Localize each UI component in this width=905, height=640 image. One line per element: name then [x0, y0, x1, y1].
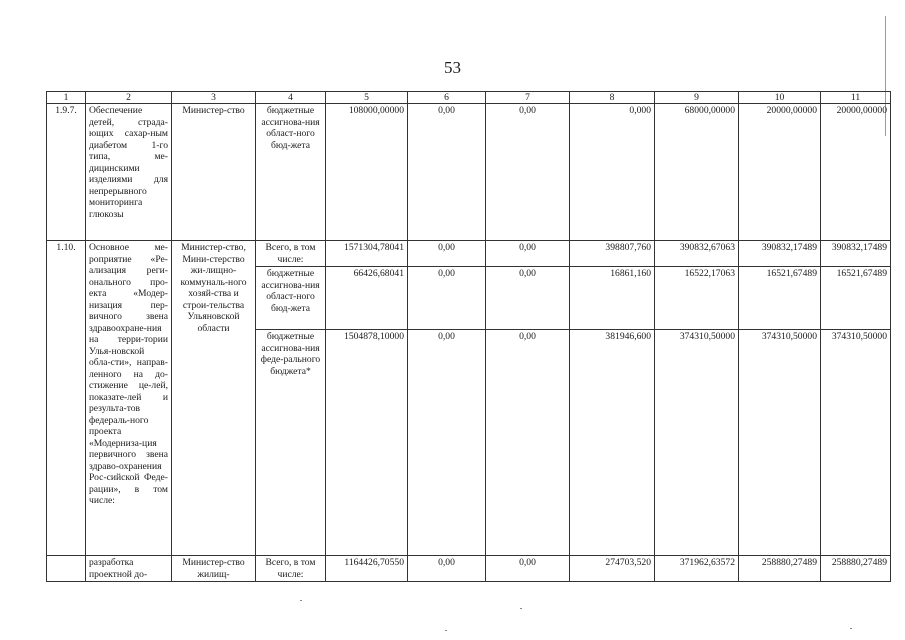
value-2021: 398807,760 [570, 241, 655, 267]
value-2024: 258880,27489 [821, 556, 891, 582]
funding-source-regional: бюджетные ассигнова-ния област-ного бюд-жета [256, 267, 326, 330]
value-2020: 0,00 [486, 330, 570, 556]
value-2024: 20000,00000 [821, 104, 891, 241]
col-header-11: 11 [821, 92, 891, 104]
value-2022: 390832,67063 [655, 241, 739, 267]
value-2022: 371962,63572 [655, 556, 739, 582]
value-2023: 390832,17489 [739, 241, 821, 267]
value-2020: 0,00 [486, 267, 570, 330]
value-2019: 0,00 [408, 241, 486, 267]
row-number: 1.10. [47, 241, 86, 556]
table-row-design-docs [47, 556, 891, 582]
funding-source-total: Всего, в том числе: [256, 241, 326, 267]
table-row-1-9-7 [47, 104, 891, 241]
value-2022: 374310,50000 [655, 330, 739, 556]
activity-name: Основное ме-роприятие «Ре-ализация реги-онального про-екта «Модер-низация пер-вичного звена здравоохране-ния на терри-тории Улья-новской обла-сти», направ-ленного на до-стижение це-лей, показате-лей и результа-тов федераль-ного проекта «Модерниза-ция первичного звена здраво-охранения Рос-сийской Феде-рации», в том числе: [86, 241, 172, 556]
value-total: 1164426,70550 [326, 556, 408, 582]
col-header-5: 5 [326, 92, 408, 104]
funding-source-total: Всего, в том числе: [256, 556, 326, 582]
col-header-3: 3 [172, 92, 256, 104]
value-2021: 381946,600 [570, 330, 655, 556]
value-2020: 0,00 [486, 556, 570, 582]
funding-source: бюджетные ассигнова-ния област-ного бюд-жета [256, 104, 326, 241]
col-header-1: 1 [47, 92, 86, 104]
page-number: 53 [444, 58, 461, 77]
scan-speck [520, 608, 522, 609]
col-header-9: 9 [655, 92, 739, 104]
activity-name: разработка проектной до- [86, 556, 172, 582]
value-2019: 0,00 [408, 267, 486, 330]
col-header-7: 7 [486, 92, 570, 104]
scan-speck [850, 628, 852, 629]
value-total: 1504878,10000 [326, 330, 408, 556]
value-2021: 16861,160 [570, 267, 655, 330]
col-header-2: 2 [86, 92, 172, 104]
value-2024: 374310,50000 [821, 330, 891, 556]
value-2021: 274703,520 [570, 556, 655, 582]
table-row-1-10-total [47, 241, 891, 267]
value-2022: 16522,17063 [655, 267, 739, 330]
row-number: 1.9.7. [47, 104, 86, 241]
value-2021: 0,000 [570, 104, 655, 241]
value-2019: 0,00 [408, 556, 486, 582]
value-2019: 0,00 [408, 104, 486, 241]
value-2024: 390832,17489 [821, 241, 891, 267]
value-total: 108000,00000 [326, 104, 408, 241]
value-2022: 68000,00000 [655, 104, 739, 241]
executor: Министер-ство жилищ- [172, 556, 256, 582]
col-header-6: 6 [408, 92, 486, 104]
funding-source-federal: бюджетные ассигнова-ния феде-рального бюджета* [256, 330, 326, 556]
col-header-4: 4 [256, 92, 326, 104]
value-total: 1571304,78041 [326, 241, 408, 267]
value-2024: 16521,67489 [821, 267, 891, 330]
value-2020: 0,00 [486, 241, 570, 267]
row-number [47, 556, 86, 582]
scan-speck [445, 630, 447, 631]
value-2023: 258880,27489 [739, 556, 821, 582]
activity-name: Обеспечение детей, страда-ющих сахар-ным диабетом 1-го типа, ме-дицинскими изделиями для непрерывного мониторинга глюкозы [86, 104, 172, 241]
value-2020: 0,00 [486, 104, 570, 241]
scan-speck [300, 600, 302, 601]
value-2019: 0,00 [408, 330, 486, 556]
value-total: 66426,68041 [326, 267, 408, 330]
executor: Министер-ство [172, 104, 256, 241]
col-header-8: 8 [570, 92, 655, 104]
executor: Министер-ство, Мини-стерство жи-лищно-коммуналь-ного хозяй-ства и строи-тельства Ульяновской области [172, 241, 256, 556]
col-header-10: 10 [739, 92, 821, 104]
column-numbers-row [47, 92, 891, 104]
value-2023: 374310,50000 [739, 330, 821, 556]
value-2023: 16521,67489 [739, 267, 821, 330]
value-2023: 20000,00000 [739, 104, 821, 241]
budget-table [46, 91, 891, 582]
